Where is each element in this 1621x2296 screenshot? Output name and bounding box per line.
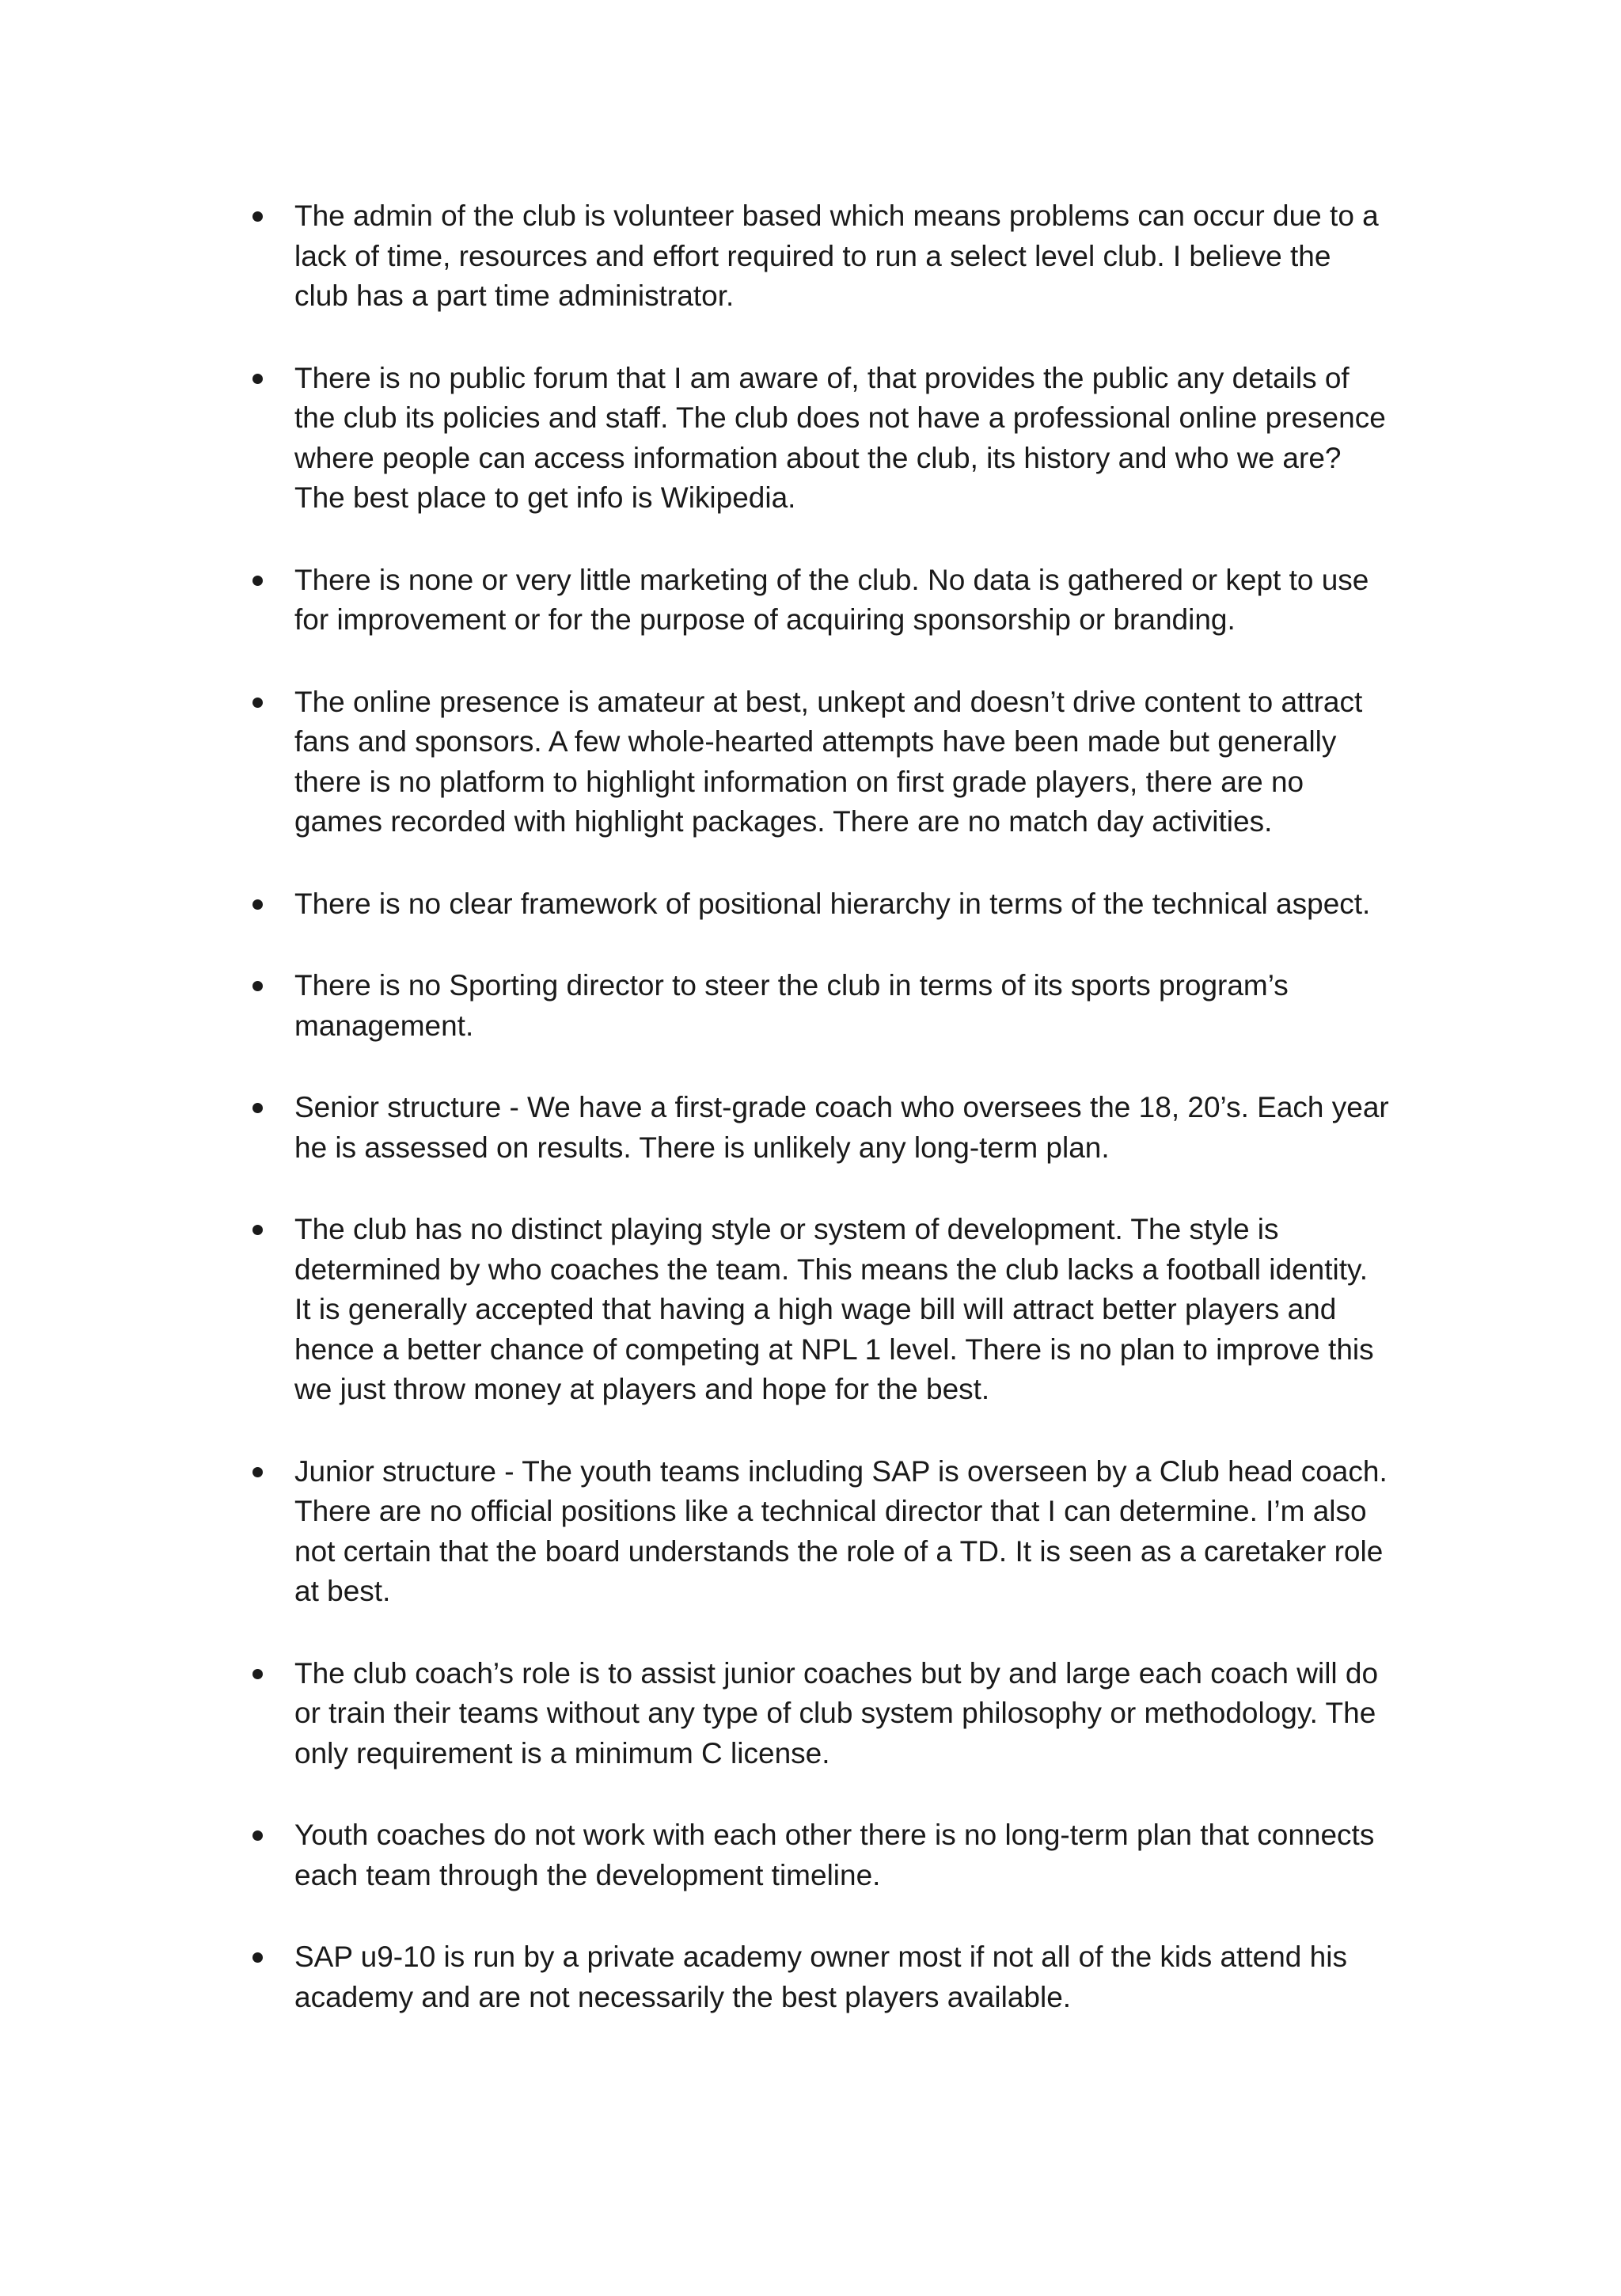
text-line: There are no official positions like a technical director that I can determine. I’m also <box>294 1495 1367 1527</box>
text-line: There is no Sporting director to steer the club in terms of its sports program’s <box>294 969 1289 1002</box>
bullet-item-10 <box>294 1654 1434 1774</box>
text-line: club has a part time administrator. <box>294 279 735 312</box>
text-line: The club coach’s role is to assist junior coaches but by and large each coach will do <box>294 1656 1379 1690</box>
text-line: we just throw money at players and hope for the best. <box>294 1373 990 1405</box>
bullet-icon <box>252 1669 263 1679</box>
text-line: not certain that the board understands the role of a TD. It is seen as a caretaker role <box>294 1534 1384 1568</box>
text-line: academy and are not necessarily the best players available. <box>294 1980 1072 2013</box>
text-line: only requirement is a minimum C license. <box>294 1736 830 1770</box>
text-line: at best. <box>294 1575 391 1607</box>
text-line: for improvement or for the purpose of acquiring sponsorship or branding. <box>294 603 1236 636</box>
bullet-icon <box>252 1225 263 1235</box>
text-line: It is generally accepted that having a high wage bill will attract better players and <box>294 1293 1337 1325</box>
text-line: fans and sponsors. A few whole-hearted attempts have been made but generally <box>294 725 1337 758</box>
text-line: there is no platform to highlight information on first grade players, there are no <box>294 765 1304 798</box>
text-line: or train their teams without any type of club system philosophy or methodology. The <box>294 1697 1376 1729</box>
bullet-item-4 <box>294 682 1434 842</box>
bullet-icon <box>252 899 263 910</box>
text-line: Senior structure - We have a first-grade coach who oversees the 18, 20’s. Each year <box>294 1091 1389 1123</box>
text-line: games recorded with highlight packages. There are no match day activities. <box>294 805 1273 838</box>
bullet-icon <box>252 374 263 384</box>
text-line: lack of time, resources and effort required to run a select level club. I believe the <box>294 239 1331 272</box>
bullet-item-2 <box>294 359 1434 519</box>
text-line: management. <box>294 1009 474 1042</box>
bullet-item-6 <box>294 966 1434 1046</box>
text-line: determined by who coaches the team. This means the club lacks a football identity. <box>294 1253 1369 1286</box>
text-line: SAP u9-10 is run by a private academy owner most if not all of the kids attend his <box>294 1941 1347 1973</box>
bullet-icon <box>252 211 263 222</box>
bullet-item-8 <box>294 1210 1434 1410</box>
bullet-icon <box>252 576 263 586</box>
text-line: Junior structure - The youth teams including SAP is overseen by a Club head coach. <box>294 1454 1388 1488</box>
bullet-icon <box>252 981 263 991</box>
bullet-item-7 <box>294 1088 1434 1168</box>
bullet-item-3 <box>294 561 1434 641</box>
text-line: The admin of the club is volunteer based which means problems can occur due to a <box>294 200 1379 232</box>
bullet-item-1 <box>294 196 1434 317</box>
bullet-icon <box>252 1952 263 1963</box>
bullet-icon <box>252 1467 263 1477</box>
text-line: The best place to get info is Wikipedia. <box>294 481 796 514</box>
bullet-item-11 <box>294 1815 1434 1895</box>
text-line: There is no clear framework of positional hierarchy in terms of the technical aspect. <box>294 887 1371 920</box>
text-line: the club its policies and staff. The club does not have a professional online presence <box>294 401 1386 434</box>
bullet-list <box>294 196 1434 2059</box>
bullet-icon <box>252 698 263 708</box>
text-line: There is none or very little marketing of the club. No data is gathered or kept to use <box>294 563 1369 596</box>
bullet-icon <box>252 1103 263 1113</box>
bullet-item-12 <box>294 1937 1434 2017</box>
text-line: he is assessed on results. There is unlikely any long-term plan. <box>294 1131 1110 1164</box>
text-line: The online presence is amateur at best, unkept and doesn’t drive content to attract <box>294 685 1363 718</box>
text-line: where people can access information about the club, its history and who we are? <box>294 441 1342 474</box>
text-line: There is no public forum that I am aware of, that provides the public any details of <box>294 361 1350 394</box>
bullet-icon <box>252 1830 263 1841</box>
text-line: hence a better chance of competing at NPL 1 level. There is no plan to improve this <box>294 1332 1374 1366</box>
text-line: Youth coaches do not work with each other there is no long-term plan that connects <box>294 1819 1375 1851</box>
bullet-item-9 <box>294 1452 1434 1612</box>
text-line: The club has no distinct playing style or system of development. The style is <box>294 1213 1279 1245</box>
bullet-item-5 <box>294 884 1434 925</box>
text-line: each team through the development timeline. <box>294 1858 881 1891</box>
